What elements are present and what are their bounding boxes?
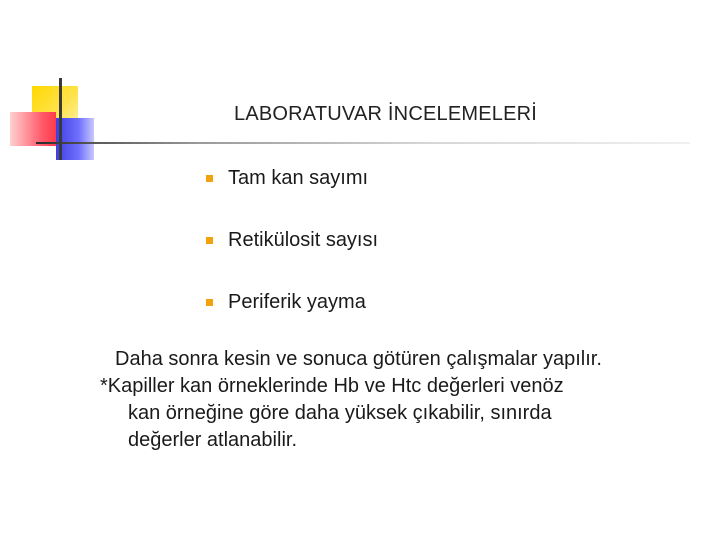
note-line: *Kapiller kan örneklerinde Hb ve Htc değerleri venöz bbox=[100, 375, 564, 397]
title-underline-rule bbox=[36, 142, 690, 144]
body-text bbox=[100, 346, 700, 454]
bullet-item bbox=[206, 286, 378, 318]
vertical-rule bbox=[59, 78, 62, 160]
paragraph: Daha sonra kesin ve sonuca götüren çalışmalar yapılır. bbox=[115, 348, 602, 370]
bullet-item bbox=[206, 162, 378, 194]
square-bullet-icon bbox=[206, 175, 213, 182]
note-line: kan örneğine göre daha yüksek çıkabilir, sınırda bbox=[128, 402, 552, 424]
blue-square-decoration bbox=[56, 118, 94, 160]
bullet-item bbox=[206, 224, 378, 256]
red-square-decoration bbox=[10, 112, 56, 146]
square-bullet-icon bbox=[206, 237, 213, 244]
bullet-label: Tam kan sayımı bbox=[228, 166, 369, 189]
slide-title: LABORATUVAR İNCELEMELERİ bbox=[234, 103, 538, 125]
square-bullet-icon bbox=[206, 299, 213, 306]
yellow-square-decoration bbox=[32, 86, 78, 130]
note-line: değerler atlanabilir. bbox=[128, 429, 297, 451]
bullet-list bbox=[206, 162, 378, 348]
bullet-label: Periferik yayma bbox=[228, 290, 366, 313]
bullet-label: Retikülosit sayısı bbox=[228, 228, 379, 251]
